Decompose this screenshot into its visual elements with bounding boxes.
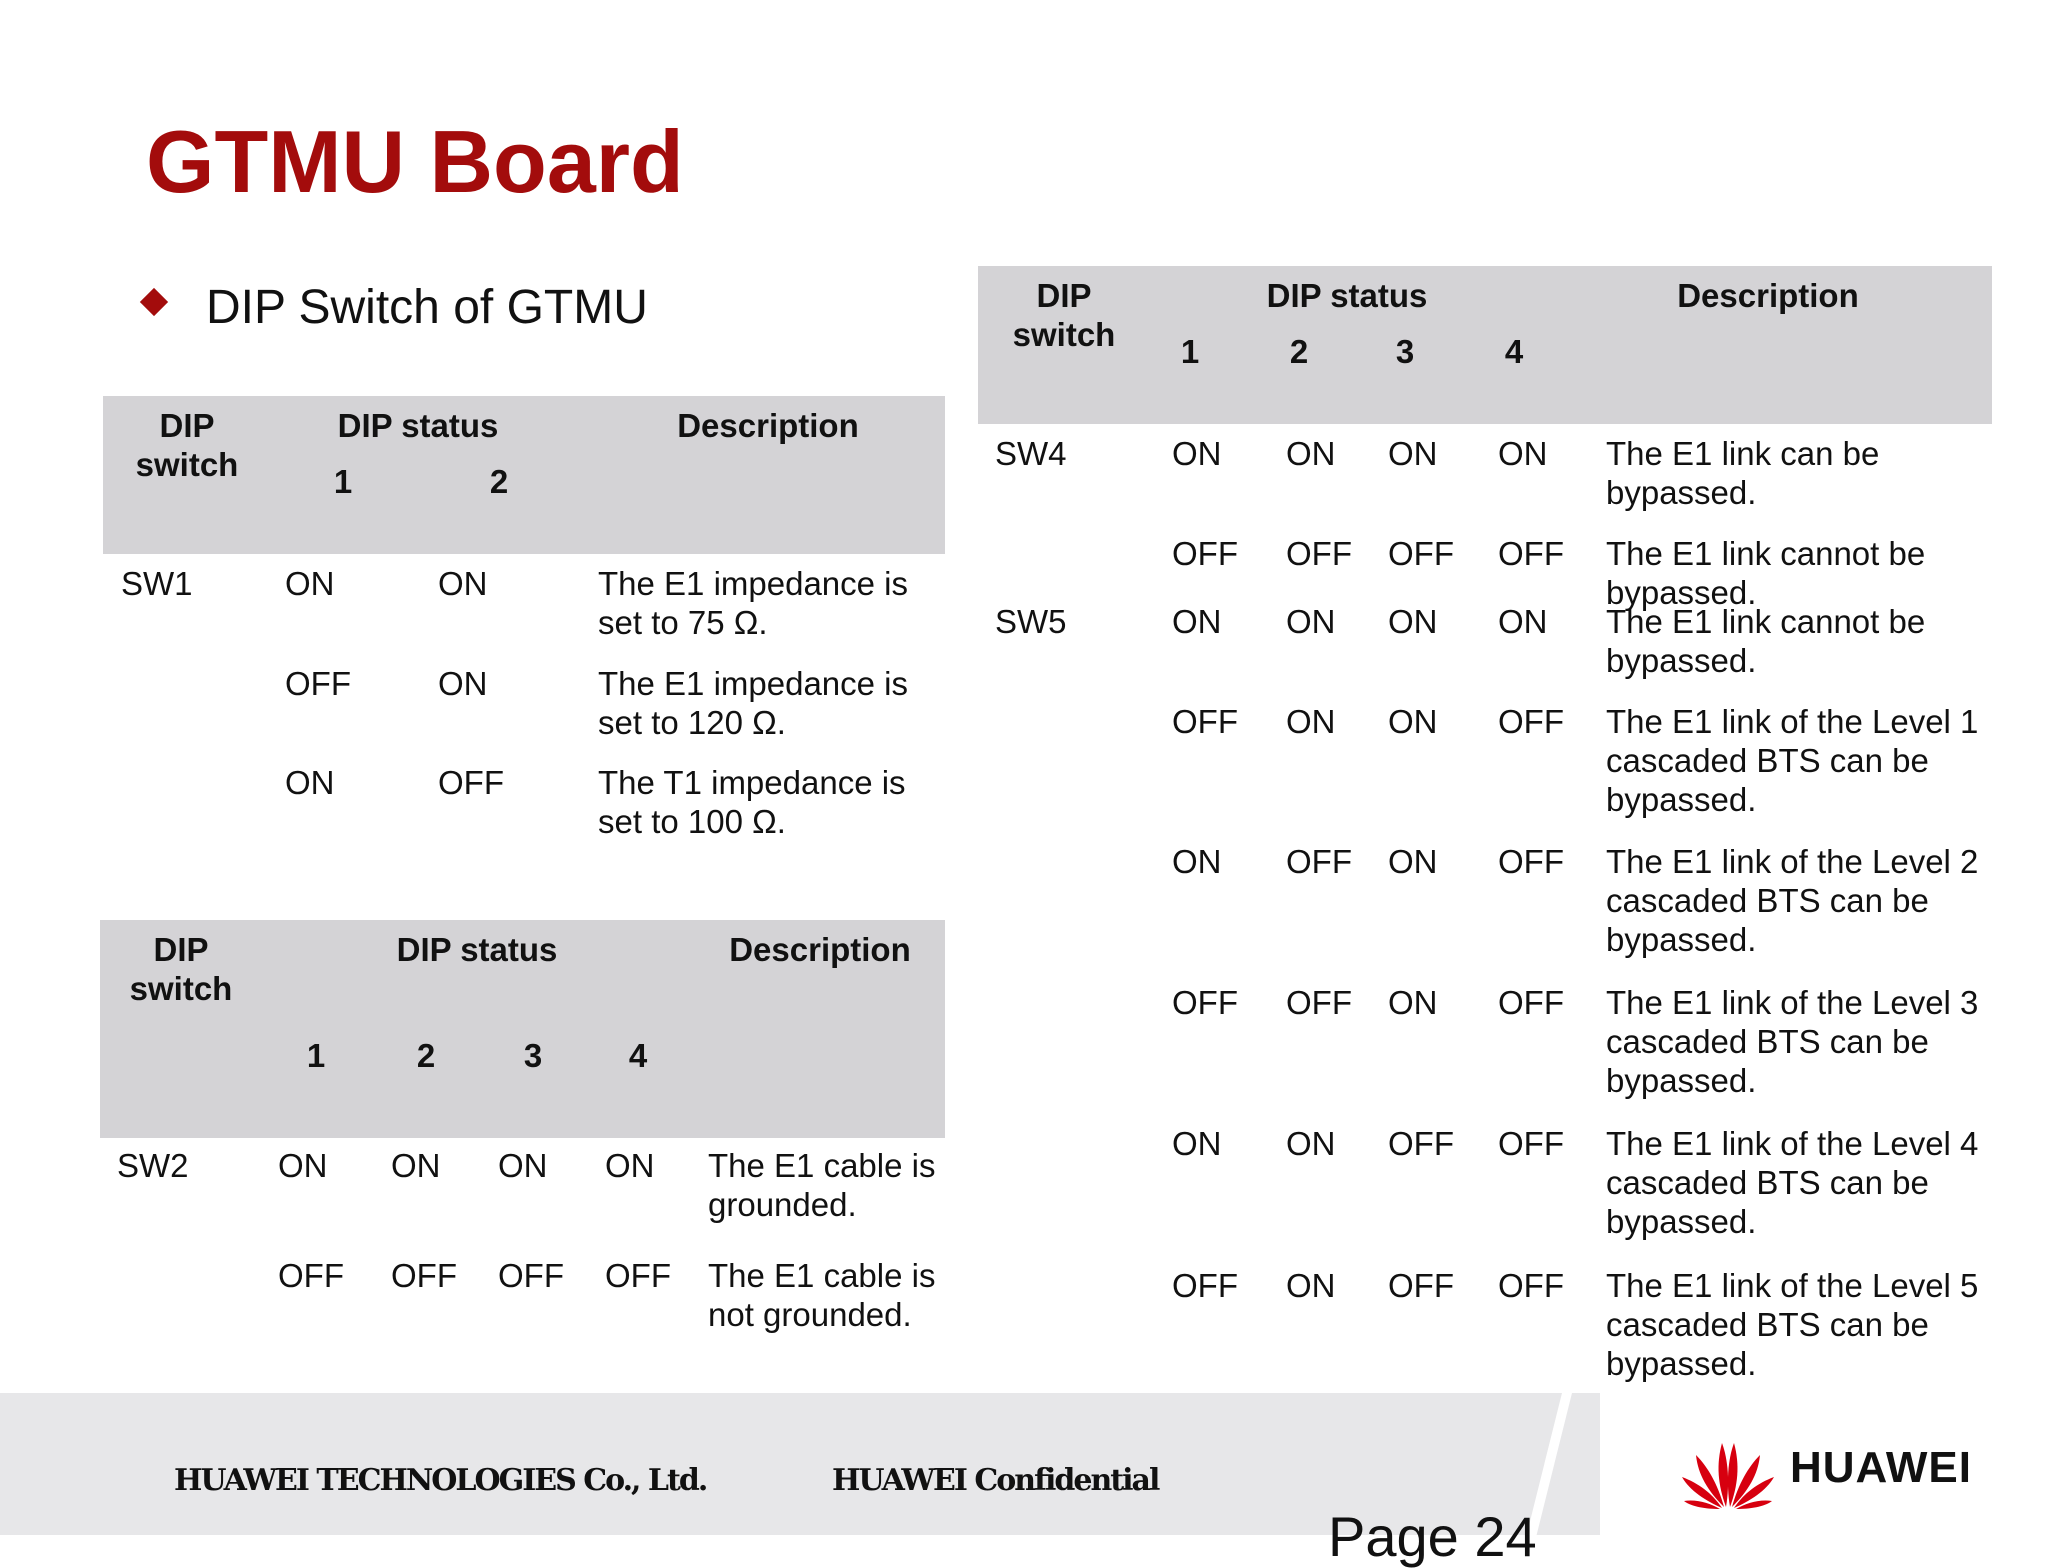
header-description: Description — [1677, 277, 1859, 314]
header-col-2: 2 — [416, 1037, 436, 1074]
logo-text: HUAWEI — [1790, 1443, 1972, 1492]
table-cell-description: The E1 link of the Level 2 cascaded BTS can be bypassed. — [1606, 843, 1979, 958]
header-col-4: 4 — [1504, 333, 1524, 370]
table-cell-state: OFF — [1172, 703, 1238, 740]
table-cell-state: OFF — [1498, 703, 1564, 740]
table-cell-state: ON — [1388, 984, 1438, 1021]
footer — [0, 1393, 2048, 1568]
header-col-3: 3 — [1395, 333, 1415, 370]
header-col-1: 1 — [333, 463, 353, 500]
table-cell-state: ON — [1286, 603, 1336, 640]
table-cell-state: OFF — [1498, 1267, 1564, 1304]
table-cell-description: The E1 link of the Level 4 cascaded BTS can be bypassed. — [1606, 1125, 1979, 1240]
dip-table-sw1 — [103, 396, 945, 866]
huawei-petals-icon — [1678, 1429, 1778, 1509]
table-cell-state: OFF — [1498, 1125, 1564, 1162]
table-cell-description: The E1 impedance is set to 75 Ω. — [598, 565, 909, 641]
table-cell-description: The E1 link cannot be bypassed. — [1606, 535, 1926, 611]
confidential-label: HUAWEI Confidential — [832, 1463, 1159, 1498]
table-cell-state: OFF — [1388, 535, 1454, 572]
table-cell-state: OFF — [391, 1257, 457, 1294]
table-cell-state: OFF — [285, 665, 351, 702]
table-cell-state: ON — [1388, 603, 1438, 640]
table-cell-description: The E1 link can be bypassed. — [1606, 435, 1880, 511]
table-cell-description: The E1 cable is not grounded. — [708, 1257, 936, 1333]
table-cell-state: ON — [285, 764, 335, 801]
table-cell-description: The E1 link of the Level 3 cascaded BTS can be bypassed. — [1606, 984, 1979, 1099]
table-cell-state: OFF — [498, 1257, 564, 1294]
header-col-1: 1 — [306, 1037, 326, 1074]
table-cell-description: The E1 impedance is set to 120 Ω. — [598, 665, 909, 741]
table-cell-state: ON — [278, 1147, 328, 1184]
header-col-2: 2 — [1289, 333, 1309, 370]
table-cell-state: OFF — [278, 1257, 344, 1294]
table-cell-description: The E1 cable is grounded. — [708, 1147, 936, 1223]
table-cell-state: ON — [605, 1147, 655, 1184]
table-cell-state: OFF — [1498, 535, 1564, 572]
table-cell-state: ON — [1498, 435, 1548, 472]
header-dip-status: DIP status — [337, 407, 499, 444]
table-cell-state: ON — [498, 1147, 548, 1184]
table-cell-state: ON — [1172, 435, 1222, 472]
table-cell-state: ON — [1388, 843, 1438, 880]
header-col-3: 3 — [523, 1037, 543, 1074]
table-cell-state: OFF — [1286, 984, 1352, 1021]
page-number: Page 24 — [1328, 1505, 1537, 1568]
table-cell-state: ON — [1388, 435, 1438, 472]
header-dip-switch: DIP switch — [1012, 277, 1116, 353]
header-dip-status: DIP status — [396, 931, 558, 968]
table-cell-state: ON — [1172, 603, 1222, 640]
table-cell-state: OFF — [438, 764, 504, 801]
table-row-switch: SW5 — [995, 603, 1067, 640]
table-cell-state: ON — [1172, 1125, 1222, 1162]
dip-table-sw4-sw5 — [978, 266, 1992, 1391]
table-cell-state: OFF — [1388, 1267, 1454, 1304]
table-cell-description: The E1 link cannot be bypassed. — [1606, 603, 1926, 679]
table-row-switch: SW2 — [117, 1147, 189, 1184]
table-cell-state: ON — [1172, 843, 1222, 880]
header-dip-status: DIP status — [1266, 277, 1428, 314]
company-name: HUAWEI TECHNOLOGIES Co., Ltd. — [174, 1463, 707, 1498]
table-cell-state: OFF — [1286, 843, 1352, 880]
table-cell-state: ON — [1286, 435, 1336, 472]
table-cell-description: The T1 impedance is set to 100 Ω. — [598, 764, 906, 840]
huawei-logo — [1678, 1429, 1978, 1509]
table-cell-state: OFF — [1388, 1125, 1454, 1162]
table-row-switch: SW4 — [995, 435, 1067, 472]
header-col-4: 4 — [628, 1037, 648, 1074]
header-description: Description — [677, 407, 859, 444]
table-cell-state: OFF — [1172, 1267, 1238, 1304]
table-cell-state: ON — [285, 565, 335, 602]
table-cell-state: OFF — [1172, 535, 1238, 572]
table-cell-state: ON — [1388, 703, 1438, 740]
header-dip-switch: DIP switch — [129, 931, 233, 1007]
table-row-switch: SW1 — [121, 565, 193, 602]
table-cell-state: ON — [1286, 703, 1336, 740]
header-dip-switch: DIP switch — [135, 407, 239, 483]
table-cell-state: ON — [1498, 603, 1548, 640]
table-cell-state: ON — [438, 565, 488, 602]
header-col-2: 2 — [489, 463, 509, 500]
table-cell-description: The E1 link of the Level 1 cascaded BTS can be bypassed. — [1606, 703, 1979, 818]
bullet-text: DIP Switch of GTMU — [206, 281, 648, 334]
diamond-bullet-icon — [140, 288, 168, 316]
table-cell-state: ON — [391, 1147, 441, 1184]
table-cell-state: ON — [438, 665, 488, 702]
table-cell-state: OFF — [605, 1257, 671, 1294]
table-cell-state: OFF — [1172, 984, 1238, 1021]
dip-table-sw2 — [100, 920, 945, 1380]
table-cell-state: ON — [1286, 1267, 1336, 1304]
table-cell-state: ON — [1286, 1125, 1336, 1162]
table-cell-description: The E1 link of the Level 5 cascaded BTS can be bypassed. — [1606, 1267, 1979, 1382]
header-description: Description — [729, 931, 911, 968]
slide-title: GTMU Board — [146, 112, 684, 211]
table-cell-state: OFF — [1498, 843, 1564, 880]
header-col-1: 1 — [1180, 333, 1200, 370]
table-cell-state: OFF — [1498, 984, 1564, 1021]
table-cell-state: OFF — [1286, 535, 1352, 572]
